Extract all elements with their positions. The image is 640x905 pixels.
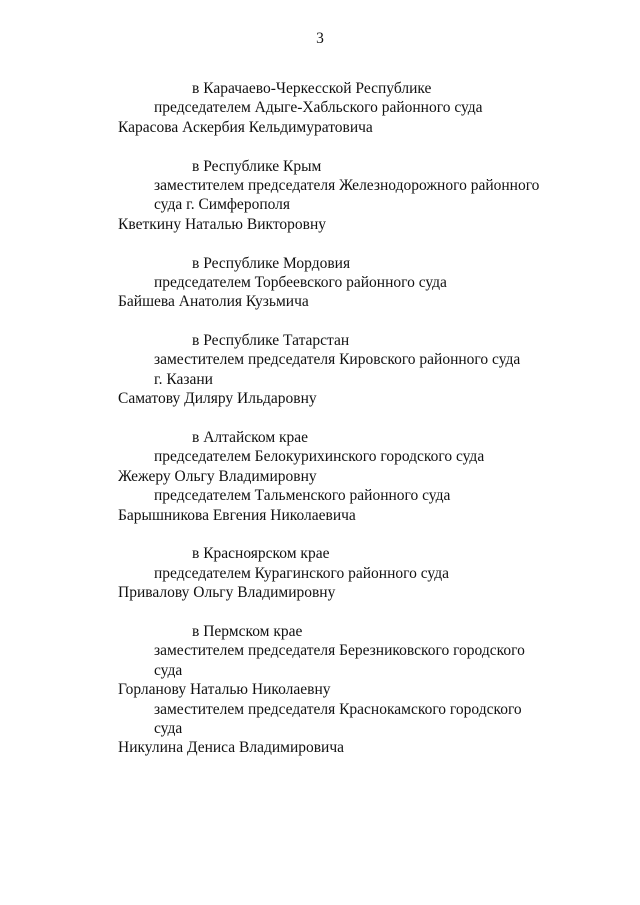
position-line: г. Казани xyxy=(154,370,213,388)
appointee-name: Саматову Диляру Ильдаровну xyxy=(118,390,317,408)
appointee-name: Кветкину Наталью Викторовну xyxy=(118,215,327,233)
region-heading: в Алтайском крае xyxy=(192,429,309,447)
position-line: заместителем председателя Березниковского городского xyxy=(154,642,525,660)
position-line: заместителем председателя Кировского районного суда xyxy=(154,351,521,369)
appointee-name: Байшева Анатолия Кузьмича xyxy=(118,293,309,311)
appointee-name: Горланову Наталью Николаевну xyxy=(118,681,331,699)
appointee-name: Жежеру Ольгу Владимировну xyxy=(118,467,317,485)
position-line: суда г. Симферополя xyxy=(154,196,291,214)
region-heading: в Пермском крае xyxy=(192,622,303,640)
region-section xyxy=(118,157,588,235)
region-section xyxy=(118,79,588,137)
region-section xyxy=(118,428,588,525)
position-line: заместителем председателя Краснокамского городского xyxy=(154,700,522,718)
appointee-name: Карасова Аскербия Кельдимуратовича xyxy=(118,118,373,136)
position-line: председателем Курагинского районного суда xyxy=(154,564,449,582)
position-line: председателем Адыге-Хабльского районного суда xyxy=(154,99,483,117)
page-number: 3 xyxy=(316,30,324,47)
appointee-name: Привалову Ольгу Владимировну xyxy=(118,584,336,602)
appointments-list xyxy=(118,79,588,758)
position-line: заместителем председателя Железнодорожного районного xyxy=(154,176,540,194)
position-line: председателем Белокурихинского городского суда xyxy=(154,448,485,466)
region-heading: в Красноярском крае xyxy=(192,545,330,563)
region-section xyxy=(118,331,588,409)
region-section xyxy=(118,544,588,602)
region-heading: в Карачаево-Черкесской Республике xyxy=(192,80,432,97)
region-heading: в Республике Мордовия xyxy=(192,254,351,272)
region-section xyxy=(118,622,588,758)
appointee-name: Никулина Дениса Владимировича xyxy=(118,739,345,757)
position-line: суда xyxy=(154,719,183,737)
region-heading: в Республике Крым xyxy=(192,157,322,175)
appointee-name: Барышникова Евгения Николаевича xyxy=(118,506,356,524)
position-line: председателем Торбеевского районного суда xyxy=(154,273,447,291)
position-line: суда xyxy=(154,661,183,679)
position-line: председателем Тальменского районного суда xyxy=(154,487,451,505)
region-heading: в Республике Татарстан xyxy=(192,332,350,350)
region-section xyxy=(118,254,588,312)
